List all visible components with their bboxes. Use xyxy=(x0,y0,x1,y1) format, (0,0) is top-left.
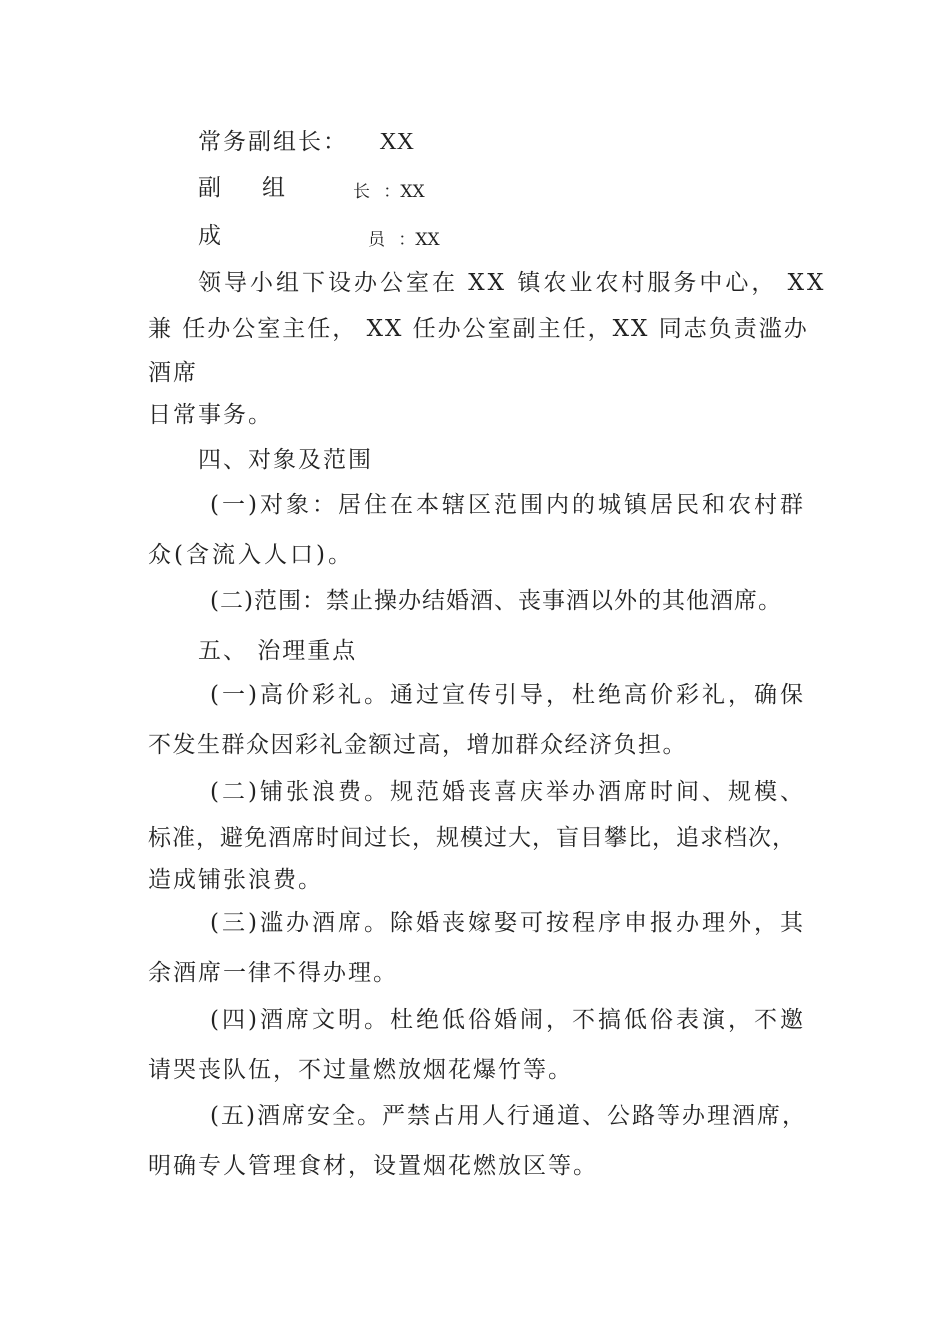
office-paragraph-line-3: 酒席 xyxy=(148,360,198,386)
deputy-name: ：XX xyxy=(383,182,425,202)
section-5-item-2-line-2: 标准，避免酒席时间过长，规模过大，盲目攀比，追求档次， xyxy=(148,825,796,851)
section-5-item-3-line-1: (三)滥办酒席。除婚丧嫁娶可按程序申报办理外，其 xyxy=(210,910,806,936)
section-4-item-2: (二)范围：禁止操办结婚酒、丧事酒以外的其他酒席。 xyxy=(210,588,782,614)
section-5-item-3-line-2: 余酒席一律不得办理。 xyxy=(148,960,398,986)
exec-deputy-leader-row xyxy=(198,127,414,157)
office-paragraph-line-2: 兼 任办公室主任， XX 任办公室副主任，XX 同志负责滥办 xyxy=(148,316,809,342)
section-5-item-2-line-3: 造成铺张浪费。 xyxy=(148,867,323,893)
section-5-item-4-line-2: 请哭丧队伍，不过量燃放烟花爆竹等。 xyxy=(148,1057,573,1083)
section-5-item-4-line-1: (四)酒席文明。杜绝低俗婚闹，不搞低俗表演，不邀 xyxy=(210,1007,806,1033)
member-row xyxy=(198,221,223,251)
office-paragraph-line-1: 领导小组下设办公室在 XX 镇农业农村服务中心， XX xyxy=(198,270,827,296)
deputy-label-char-2: 组 xyxy=(262,175,287,201)
deputy-label-char-3-wrap xyxy=(353,177,425,207)
section-5-item-1-line-2: 不发生群众因彩礼金额过高，增加群众经济负担。 xyxy=(148,732,687,758)
member-label-char-2: 员 xyxy=(368,230,385,250)
section-5-heading: 五、 治理重点 xyxy=(198,638,358,664)
section-5-item-5-line-2: 明确专人管理食材，设置烟花燃放区等。 xyxy=(148,1153,598,1179)
section-4-item-1-line-1: (一)对象：居住在本辖区范围内的城镇居民和农村群 xyxy=(210,492,806,518)
deputy-leader-row xyxy=(198,173,223,203)
member-name: ：XX xyxy=(398,230,440,250)
deputy-label-char-1: 副 xyxy=(198,175,223,201)
section-5-item-2-line-1: (二)铺张浪费。规范婚丧喜庆举办酒席时间、规模、 xyxy=(210,779,806,805)
section-4-heading: 四、对象及范围 xyxy=(198,447,373,473)
exec-deputy-name: XX xyxy=(379,129,414,155)
exec-deputy-label: 常务副组长： xyxy=(198,129,348,155)
deputy-label-char-2-wrap xyxy=(262,173,287,203)
member-label-char-1: 成 xyxy=(198,223,223,249)
section-5-item-5-line-1: (五)酒席安全。严禁占用人行通道、公路等办理酒席， xyxy=(210,1103,807,1129)
member-label-char-2-wrap xyxy=(368,225,440,255)
office-paragraph-line-4: 日常事务。 xyxy=(148,402,273,428)
section-5-item-1-line-1: (一)高价彩礼。通过宣传引导，杜绝高价彩礼，确保 xyxy=(210,682,806,708)
section-4-item-1-line-2: 众(含流入人口)。 xyxy=(148,542,354,568)
deputy-label-char-3: 长 xyxy=(353,182,370,202)
